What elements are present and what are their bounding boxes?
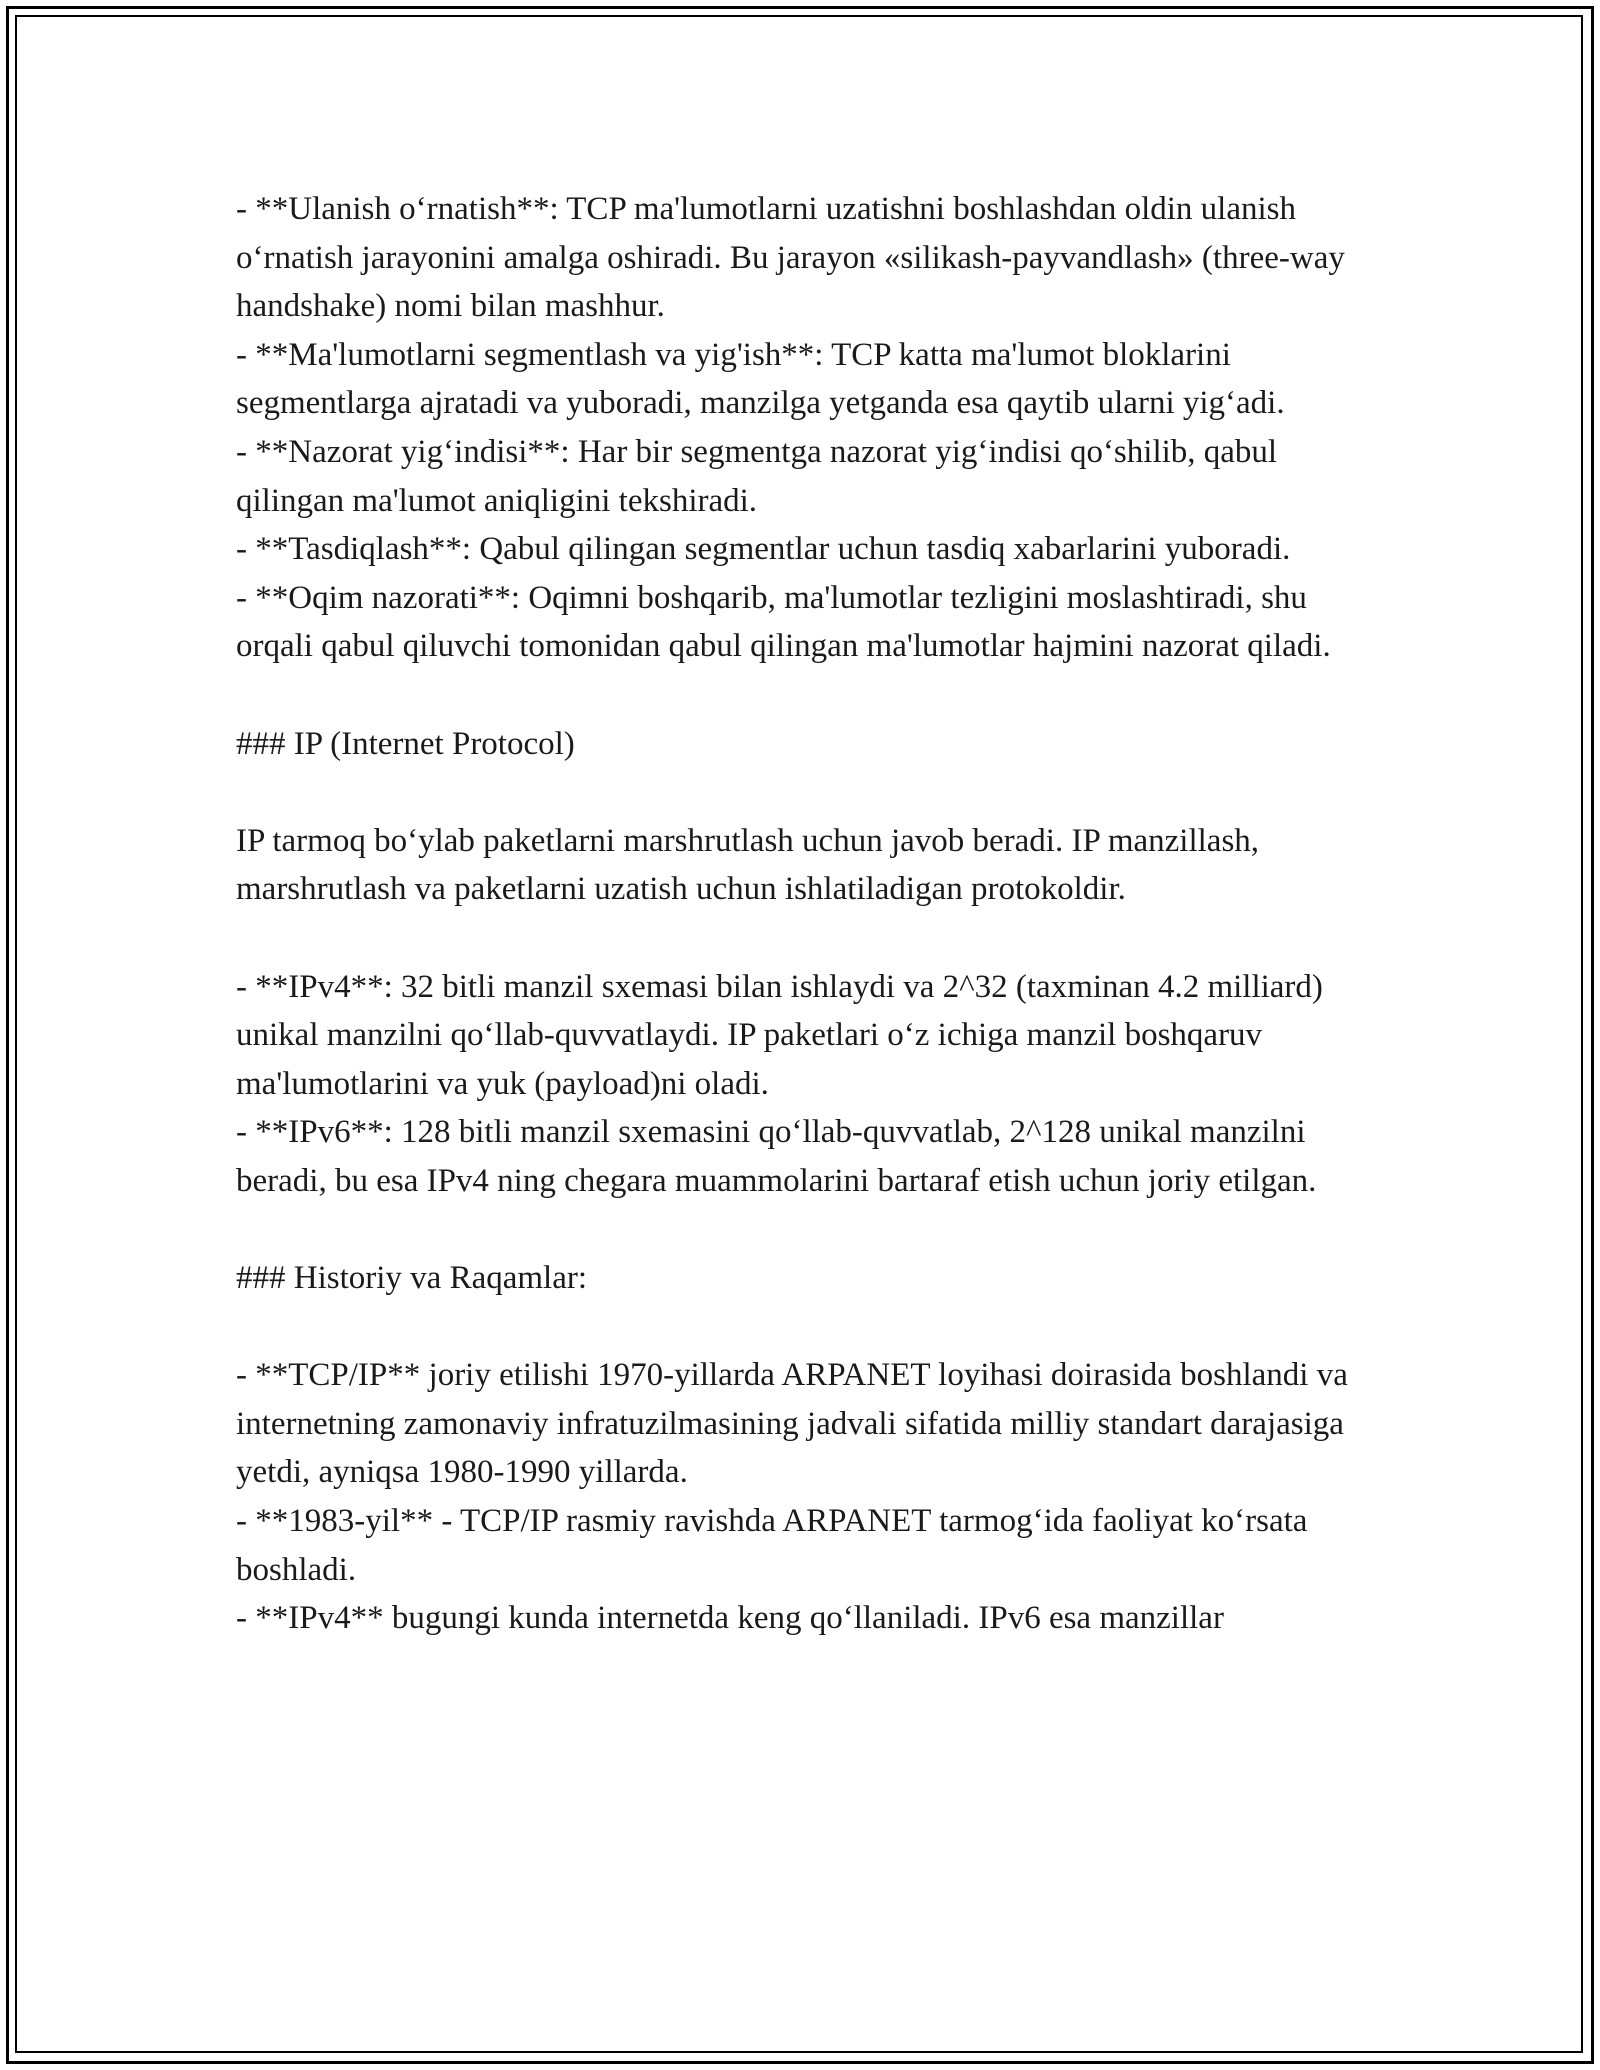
ip-item-ipv6: - **IPv6**: 128 bitli manzil sxemasini qo‘llab-quvvatlab, 2^128 unikal manzilni beradi, bu esa IPv4 ning chegara muammolarini bartaraf etish uchun joriy etilgan. — [236, 1114, 1317, 1199]
spacer — [236, 1303, 1386, 1352]
ip-section-heading: ### IP (Internet Protocol) — [236, 725, 575, 762]
tcp-feature-acknowledgement: - **Tasdiqlash**: Qabul qilingan segmentlar uchun tasdiq xabarlarini yuboradi. — [236, 531, 1291, 568]
tcp-feature-connection: - **Ulanish o‘rnatish**: TCP ma'lumotlarni uzatishni boshlashdan oldin ulanish o‘rnatish jarayonini amalga oshiradi. Bu jarayon «silikash-payvandlash» (three-way handshake) nomi bilan mashhur. — [236, 191, 1345, 325]
tcp-feature-flow-control: - **Oqim nazorati**: Oqimni boshqarib, ma'lumotlar tezligini moslashtiradi, shu orqali qabul qiluvchi tomonidan qabul qilingan ma'lumotlar hajmini nazorat qiladi. — [236, 579, 1331, 665]
spacer — [236, 914, 1386, 963]
history-item-tcpip: - **TCP/IP** joriy etilishi 1970-yillarda ARPANET loyihasi doirasida boshlandi va internetning zamonaviy infratuzilmasining jadvali sifatida milliy standart darajasiga yetdi, ayniqsa 1980-1990 yillarda. — [236, 1357, 1348, 1491]
history-section-heading: ### Historiy va Raqamlar: — [236, 1260, 588, 1297]
tcp-feature-segmentation: - **Ma'lumotlarni segmentlash va yig'ish**: TCP katta ma'lumot bloklarini segmentlarga ajratadi va yuboradi, manzilga yetganda esa qaytib ularni yig‘adi. — [236, 336, 1285, 422]
history-item-ipv4: - **IPv4** bugungi kunda internetda keng qo‘llaniladi. IPv6 esa manzillar — [236, 1600, 1224, 1637]
ip-item-ipv4: - **IPv4**: 32 bitli manzil sxemasi bilan ishlaydi va 2^32 (taxminan 4.2 milliard) unikal manzilni qo‘llab-quvvatlaydi. IP paketlari o‘z ichiga manzil boshqaruv ma'lumotlarini va yuk (payload)ni oladi. — [236, 968, 1323, 1102]
history-item-1983: - **1983-yil** - TCP/IP rasmiy ravishda ARPANET tarmog‘ida faoliyat ko‘rsata boshladi. — [236, 1503, 1308, 1588]
document-body — [236, 185, 1386, 1643]
ip-section-intro: IP tarmoq bo‘ylab paketlarni marshrutlash uchun javob beradi. IP manzillash, marshrutlash va paketlarni uzatish uchun ishlatiladigan protokoldir. — [236, 822, 1260, 908]
tcp-feature-checksum: - **Nazorat yig‘indisi**: Har bir segmentga nazorat yig‘indisi qo‘shilib, qabul qilingan ma'lumot aniqligini tekshiradi. — [236, 433, 1278, 519]
spacer — [236, 671, 1386, 720]
spacer — [236, 768, 1386, 817]
spacer — [236, 1205, 1386, 1254]
